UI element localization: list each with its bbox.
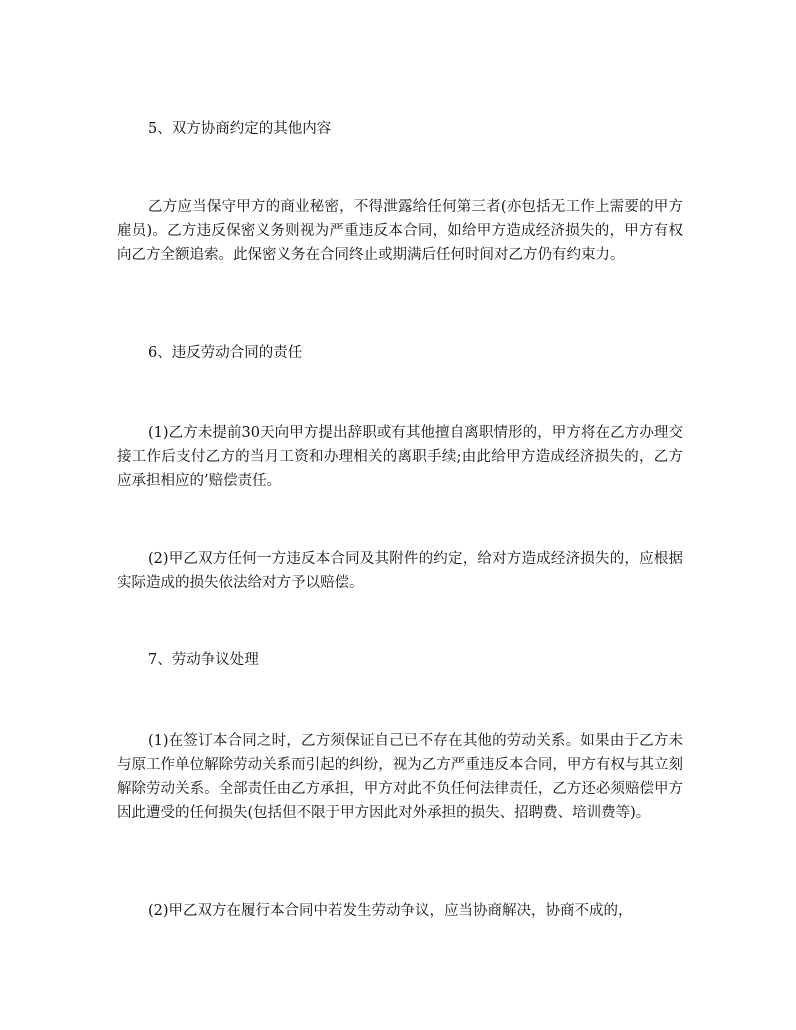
section-6-paragraph-1: (1)乙方未提前30天向甲方提出辞职或有其他擅自离职情形的，甲方将在乙方办理交接工作后支付乙方的当月工资和办理相关的离职手续;由此给甲方造成经济损失的，乙方应承担相应的’赔偿责任。 bbox=[117, 425, 683, 489]
section-7-heading: 7、劳动争议处理 bbox=[148, 652, 259, 668]
section-5-paragraph-1: 乙方应当保守甲方的商业秘密，不得泄露给任何第三者(亦包括无工作上需要的甲方雇员)。乙方违反保密义务则视为严重违反本合同，如给甲方造成经济损失的，甲方有权向乙方全额追索。此保密义务在合同终止或期满后任何时间对乙方仍有约束力。 bbox=[117, 199, 683, 263]
section-6-heading: 6、违反劳动合同的责任 bbox=[148, 345, 303, 361]
section-6-paragraph-2: (2)甲乙双方任何一方违反本合同及其附件的约定，给对方造成经济损失的，应根据实际造成的损失依法给对方予以赔偿。 bbox=[117, 551, 683, 591]
section-5-heading: 5、双方协商约定的其他内容 bbox=[148, 121, 332, 137]
section-7-paragraph-1: (1)在签订本合同之时，乙方须保证自己已不存在其他的劳动关系。如果由于乙方未与原工作单位解除劳动关系而引起的纠纷，视为乙方严重违反本合同，甲方有权与其立刻解除劳动关系。全部责任由乙方承担，甲方对此不负任何法律责任，乙方还必须赔偿甲方因此遭受的任何损失(包括但不限于甲方因此对外承担的损失、招聘费、培训费等)。 bbox=[117, 733, 683, 821]
section-7-paragraph-2: (2)甲乙双方在履行本合同中若发生劳动争议，应当协商解决，协商不成的， bbox=[148, 903, 633, 919]
